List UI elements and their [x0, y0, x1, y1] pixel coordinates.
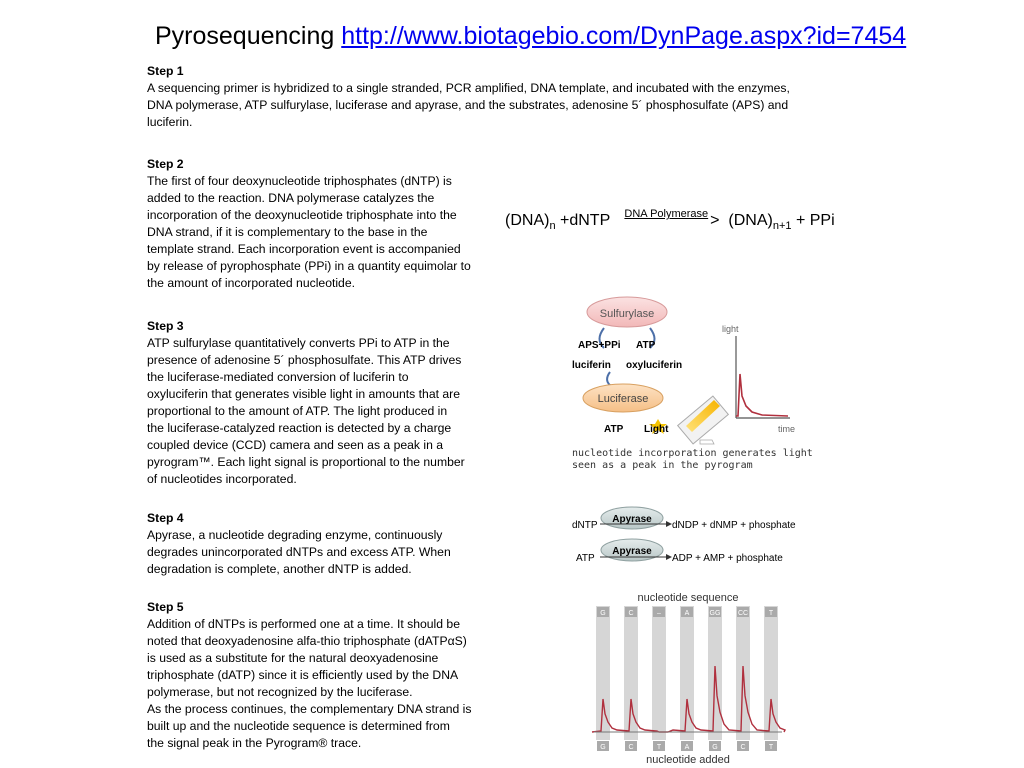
added-letter: C — [740, 744, 746, 751]
step-line: degrades unincorporated dNTPs and excess ATP. When — [147, 545, 451, 559]
step-5 — [147, 599, 471, 752]
step-line: proportional to the amount of ATP. The light produced in — [147, 404, 448, 418]
axis-light-label: light — [722, 324, 739, 334]
enzyme-cascade-diagram — [560, 292, 820, 474]
step-line: pyrogram™. Each light signal is proportional to the number — [147, 455, 465, 469]
aps-ppi-label: APS+PPi — [578, 340, 621, 351]
step-line: by release of pyrophosphate (PPi) in a quantity equimolar to — [147, 259, 471, 273]
step-4 — [147, 510, 451, 578]
step-line: ATP sulfurylase quantitatively converts PPi to ATP in the — [147, 336, 450, 350]
eq-plus-ppi: + PPi — [791, 212, 835, 229]
page-title — [155, 22, 906, 51]
added-letter: A — [684, 744, 690, 751]
step-3 — [147, 318, 465, 488]
step-heading: Step 1 — [147, 64, 184, 78]
atp-top-label: ATP — [636, 340, 656, 351]
step-2 — [147, 156, 471, 292]
step-line: luciferin. — [147, 115, 193, 129]
step-line: As the process continues, the complementary DNA strand is — [147, 702, 472, 716]
step-line: The first of four deoxynucleotide triphosphates (dNTP) is — [147, 174, 452, 188]
step-heading: Step 4 — [147, 511, 184, 525]
sequence-letter: G — [600, 610, 606, 617]
luciferase-label: Luciferase — [597, 393, 649, 405]
sequence-letter: T — [768, 610, 774, 617]
nucleotide-added-label: nucleotide added — [646, 754, 730, 766]
step-line: built up and the nucleotide sequence is determined from — [147, 719, 450, 733]
step-line: is used as a substitute for the natural deoxyadenosine — [147, 651, 439, 665]
cascade-caption-line-2: seen as a peak in the pyrogram — [572, 460, 753, 471]
step-line: DNA strand, if it is complementary to the base in the — [147, 225, 428, 239]
sequence-letter: – — [657, 610, 661, 617]
pyrogram-figure — [588, 588, 788, 766]
axis-time-label: time — [778, 424, 796, 434]
sulfurylase-label: Sulfurylase — [599, 308, 655, 320]
added-letter: T — [768, 744, 774, 751]
step-line: incorporation of the deoxynucleotide triphosphate into the — [147, 208, 457, 222]
sequence-letter: CC — [737, 610, 749, 617]
step-line: A sequencing primer is hybridized to a single stranded, PCR amplified, DNA template, and incubated with the enzymes, — [147, 81, 790, 95]
step-heading: Step 5 — [147, 600, 184, 614]
eq-sub-n1: n+1 — [772, 220, 792, 233]
step-line: Addition of dNTPs is performed one at a time. It should be — [147, 617, 460, 631]
step-line: Apyrase, a nucleotide degrading enzyme, continuously — [147, 528, 443, 542]
step-line: added to the reaction. DNA polymerase catalyzes the — [147, 191, 435, 205]
eq-sub-n: n — [549, 220, 556, 233]
pyrogram-peak-trace — [736, 374, 788, 416]
step-line: noted that deoxyadenosine alfa-thio triphosphate (dATPαS) — [147, 634, 467, 648]
apyrase-substrate-atp: ATP — [576, 553, 595, 564]
sequence-letter: A — [684, 610, 690, 617]
cascade-caption-line-1: nucleotide incorporation generates light — [572, 448, 813, 459]
step-line: polymerase, but not recognized by the luciferase. — [147, 685, 413, 699]
polymerase-equation — [505, 208, 835, 233]
apyrase-diagram — [566, 504, 826, 570]
step-line: of nucleotides incorporated. — [147, 472, 297, 486]
eq-dna-left: (DNA) — [505, 212, 550, 229]
title-link[interactable]: http://www.biotagebio.com/DynPage.aspx?id=7454 — [341, 22, 907, 50]
step-heading: Step 2 — [147, 157, 184, 171]
added-letter: G — [712, 744, 718, 751]
step-line: the luciferase-mediated conversion of luciferin to — [147, 370, 409, 384]
oxyluciferin-label: oxyluciferin — [626, 360, 683, 371]
title-text: Pyrosequencing — [155, 22, 342, 50]
apyrase-label: Apyrase — [612, 546, 652, 557]
step-line: degradation is complete, another dNTP is added. — [147, 562, 412, 576]
step-line: template strand. Each incorporation event is accompanied — [147, 242, 461, 256]
pyrogram-lane — [652, 606, 666, 740]
small-bracket-icon — [700, 440, 714, 444]
added-letter: T — [656, 744, 662, 751]
atp-bottom-label: ATP — [604, 424, 624, 435]
step-line: the amount of incorporated nucleotide. — [147, 276, 356, 290]
step-line: the signal peak in the Pyrogram® trace. — [147, 736, 362, 750]
apyrase-products-dntp: dNDP + dNMP + phosphate — [672, 520, 796, 531]
step-line: DNA polymerase, ATP sulfurylase, luciferase and apyrase, and the substrates, adenosine 5´ phosphosulfate (APS) and — [147, 98, 789, 112]
step-line: the luciferase-catalyzed reaction is detected by a charge — [147, 421, 452, 435]
eq-arrow: > — [710, 212, 720, 229]
sequence-letter: C — [628, 610, 634, 617]
eq-enzyme-label: DNA Polymerase — [624, 208, 709, 220]
sequence-letter: GG — [709, 610, 721, 617]
step-line: triphosphate (dATP) since it is efficiently used by the DNA — [147, 668, 459, 682]
step-line: coupled device (CCD) camera and seen as a peak in a — [147, 438, 444, 452]
step-line: presence of adenosine 5´ phosphosulfate. This ATP drives — [147, 353, 462, 367]
nucleotide-sequence-label: nucleotide sequence — [637, 592, 739, 604]
added-letter: C — [628, 744, 634, 751]
eq-plus-dntp: +dNTP — [555, 212, 615, 229]
light-label: Light — [644, 424, 669, 435]
step-1 — [147, 63, 790, 131]
eq-dna-right: (DNA) — [728, 212, 773, 229]
apyrase-substrate-dntp: dNTP — [572, 520, 598, 531]
step-line: oxyluciferin that generates visible light in amounts that are — [147, 387, 460, 401]
step-heading: Step 3 — [147, 319, 184, 333]
apyrase-products-atp: ADP + AMP + phosphate — [672, 553, 783, 564]
luciferin-label: luciferin — [572, 360, 611, 371]
added-letter: G — [600, 744, 606, 751]
apyrase-label: Apyrase — [612, 514, 652, 525]
